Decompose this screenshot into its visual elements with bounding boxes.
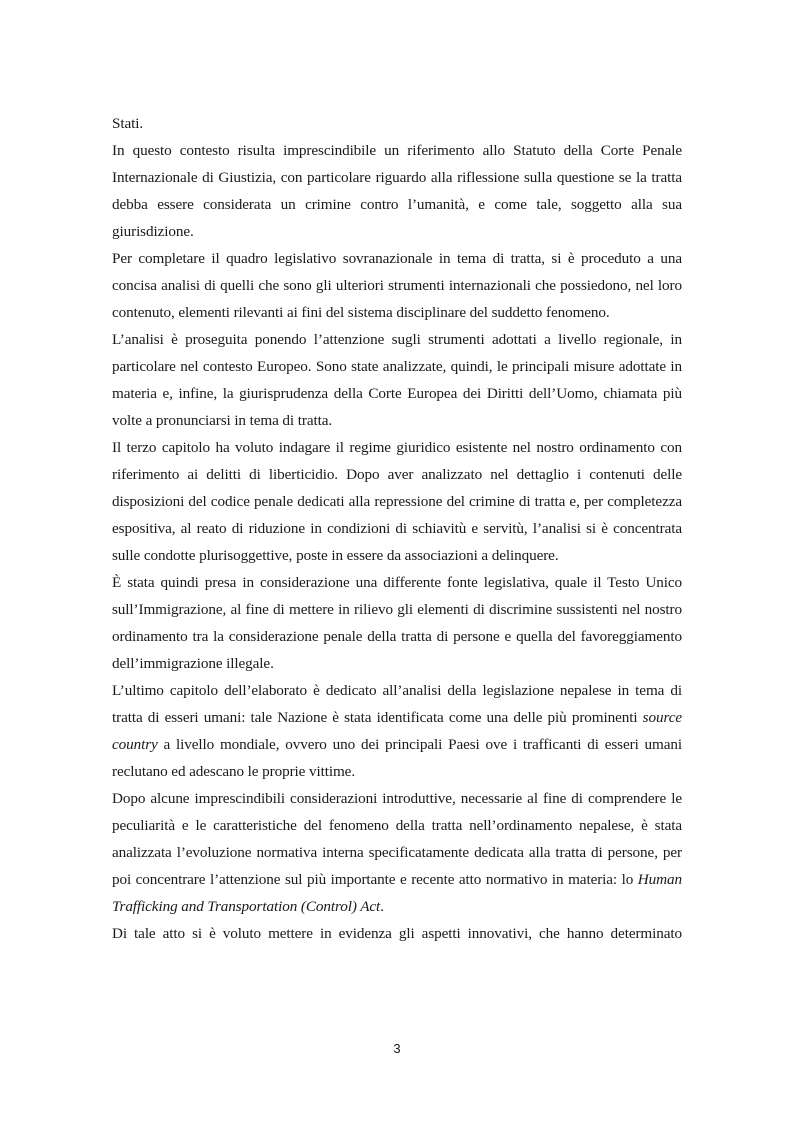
paragraph-4: Il terzo capitolo ha voluto indagare il regime giuridico esistente nel nostro ordinamento con riferimento ai delitti di liberticidio. Dopo aver analizzato nel dettaglio i contenuti delle disposizioni del codice penale dedicati alla repressione del crimine di tratta e, per completezza espositiva, al reato di riduzione in condizioni di schiavitù e servitù, l’analisi si è concentrata sulle condotte plurisoggettive, poste in essere da associazioni a delinquere.: [112, 439, 682, 564]
paragraph-7-text-a: Dopo alcune imprescindibili considerazioni introduttive, necessarie al fine di comprendere le peculiarità e le caratteristiche del fenomeno della tratta nell’ordinamento nepalese, è stata analizzata l’evoluzione normativa interna specificatamente dedicata alla tratta di persone, per poi concentrare l’attenzione sul più importante e recente atto normativo in materia: lo: [112, 790, 682, 888]
paragraph-6-text-b: a livello mondiale, ovvero uno dei principali Paesi ove i trafficanti di esseri umani reclutano ed adescano le proprie vittime.: [112, 736, 682, 780]
paragraph-8: Di tale atto si è voluto mettere in evidenza gli aspetti innovativi, che hanno determinato: [112, 925, 682, 942]
paragraph-6: [112, 677, 682, 785]
paragraph-3: L’analisi è proseguita ponendo l’attenzione sugli strumenti adottati a livello regionale, in particolare nel contesto Europeo. Sono state analizzate, quindi, le principali misure adottate in materia e, infine, la giurisprudenza della Corte Europea dei Diritti dell’Uomo, chiamata più volte a pronunciarsi in tema di tratta.: [112, 331, 682, 429]
paragraph-7: [112, 785, 682, 920]
paragraph-6-text-a: L’ultimo capitolo dell’elaborato è dedicato all’analisi della legislazione nepalese in tema di tratta di esseri umani: tale Nazione è stata identificata come una delle più prominenti: [112, 682, 682, 726]
paragraph-0: Stati.: [112, 115, 144, 132]
paragraph-5: È stata quindi presa in considerazione una differente fonte legislativa, quale il Testo Unico sull’Immigrazione, al fine di mettere in rilievo gli elementi di discrimine sussistenti nel nostro ordinamento tra la considerazione penale della tratta di persone e quella del favoreggiamento dell’immigrazione illegale.: [112, 574, 682, 672]
page-number: 3: [393, 1041, 401, 1056]
paragraph-7-emphasis: Human Trafficking and Transportation (Control) Act: [112, 871, 682, 915]
page-body: [112, 110, 682, 947]
paragraph-1: In questo contesto risulta imprescindibile un riferimento allo Statuto della Corte Penale Internazionale di Giustizia, con particolare riguardo alla riflessione sulla questione se la tratta debba essere considerata un crimine contro l’umanità, e come tale, soggetto alla sua giurisdizione.: [112, 142, 682, 240]
paragraph-7-text-b: .: [380, 898, 384, 915]
paragraph-2: Per completare il quadro legislativo sovranazionale in tema di tratta, si è proceduto a una concisa analisi di quelli che sono gli ulteriori strumenti internazionali che possiedono, nel loro contenuto, elementi rilevanti ai fini del sistema disciplinare del suddetto fenomeno.: [112, 250, 682, 321]
paragraph-6-emphasis: source country: [112, 709, 682, 753]
